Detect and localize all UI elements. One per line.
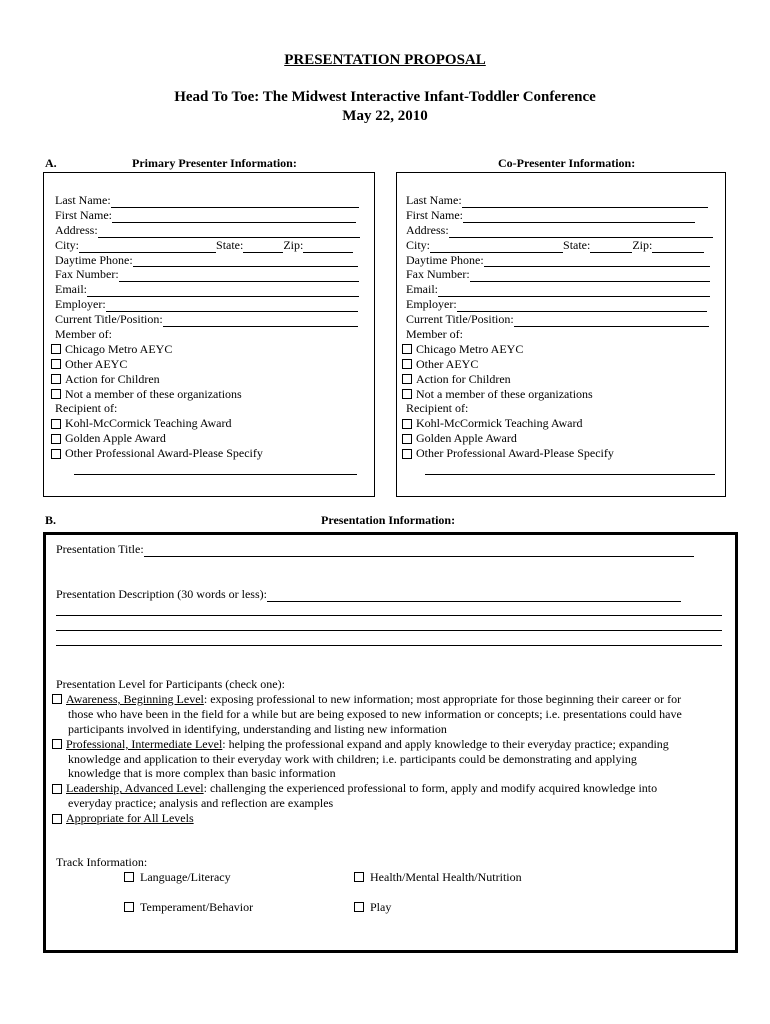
last-name-field[interactable] [111, 197, 359, 208]
level-description: knowledge and application to their everyday work with children; i.e. participants could be demonstrating and applying [68, 751, 637, 766]
award-option[interactable] [402, 416, 718, 431]
level-name: Awareness, Beginning Level [66, 692, 204, 706]
award-label: Golden Apple Award [65, 431, 166, 446]
level-name: Leadership, Advanced Level [66, 781, 204, 796]
membership-label: Chicago Metro AEYC [416, 341, 524, 356]
checkbox[interactable] [51, 449, 61, 459]
level-name: Professional, Intermediate Level [66, 736, 223, 751]
zip-field[interactable] [652, 242, 704, 253]
checkbox[interactable] [402, 359, 412, 369]
daytime-phone-label: Daytime Phone: [406, 252, 484, 267]
address-label: Address: [406, 222, 449, 237]
award-option[interactable] [51, 431, 367, 446]
checkbox[interactable] [354, 872, 364, 882]
state-label: State: [216, 237, 244, 252]
level-name: Appropriate for All Levels [66, 811, 194, 826]
level-prompt: Presentation Level for Participants (check one): [56, 677, 285, 691]
presentation-description-field[interactable] [267, 591, 681, 602]
conference-title [0, 88, 770, 126]
checkbox[interactable] [52, 814, 62, 824]
first-name-field[interactable] [112, 212, 356, 223]
other-award-specify-field[interactable] [425, 474, 715, 475]
presentation-info-header: Presentation Information: [321, 513, 456, 527]
membership-option[interactable] [51, 387, 367, 402]
email-field[interactable] [87, 286, 359, 297]
checkbox[interactable] [402, 344, 412, 354]
level-description: participants involved in identifying, understanding and listing new information [68, 721, 447, 736]
level-option-awareness[interactable] [52, 692, 732, 707]
track-name: Play [370, 900, 392, 914]
checkbox[interactable] [52, 739, 62, 749]
description-line[interactable] [56, 615, 722, 616]
zip-label: Zip: [632, 237, 653, 252]
checkbox[interactable] [52, 784, 62, 794]
award-option[interactable] [51, 416, 367, 431]
checkbox[interactable] [52, 694, 62, 704]
co-presenter-header: Co-Presenter Information: [498, 156, 636, 170]
level-option-all[interactable] [52, 811, 732, 826]
membership-label: Action for Children [416, 371, 511, 386]
presentation-title-label: Presentation Title: [56, 541, 144, 556]
document-title: PRESENTATION PROPOSAL [284, 52, 486, 68]
zip-label: Zip: [283, 237, 304, 252]
membership-label: Chicago Metro AEYC [65, 341, 173, 356]
title-position-field[interactable] [163, 316, 358, 327]
track-option-temperament[interactable] [124, 900, 253, 915]
section-b-letter: B. [45, 513, 57, 527]
level-option-leadership[interactable] [52, 781, 732, 796]
track-option-language[interactable] [124, 870, 231, 885]
state-field[interactable] [590, 242, 632, 253]
track-name: Language/Literacy [140, 870, 231, 884]
award-label: Golden Apple Award [416, 431, 517, 446]
membership-option[interactable] [402, 372, 718, 387]
co-presenter-form [406, 193, 718, 461]
award-option[interactable] [402, 446, 718, 461]
daytime-phone-field[interactable] [484, 256, 710, 267]
employer-field[interactable] [457, 301, 707, 312]
track-name: Temperament/Behavior [140, 900, 254, 914]
fax-number-label: Fax Number: [55, 267, 119, 282]
title-position-label: Current Title/Position: [406, 312, 514, 327]
membership-option[interactable] [402, 342, 718, 357]
membership-label: Action for Children [65, 371, 160, 386]
email-field[interactable] [438, 286, 710, 297]
presentation-description-row [56, 587, 681, 602]
checkbox[interactable] [402, 374, 412, 384]
track-name: Health/Mental Health/Nutrition [370, 870, 522, 884]
award-option[interactable] [402, 431, 718, 446]
employer-field[interactable] [106, 301, 358, 312]
checkbox[interactable] [402, 434, 412, 444]
level-description: those who have been in the field for a while but are being exposed to new information or concepts; i.e. presentations could have [68, 706, 682, 721]
award-option[interactable] [51, 446, 367, 461]
section-a-letter: A. [45, 156, 57, 170]
primary-presenter-header: Primary Presenter Information: [132, 156, 297, 170]
membership-option[interactable] [51, 357, 367, 372]
checkbox[interactable] [51, 389, 61, 399]
presentation-title-row [56, 542, 694, 557]
description-line[interactable] [56, 630, 722, 631]
address-field[interactable] [449, 227, 713, 238]
track-option-health[interactable] [354, 870, 522, 885]
level-description: everyday practice; analysis and reflection are examples [68, 796, 334, 811]
email-label: Email: [406, 282, 438, 297]
level-option-professional[interactable] [52, 737, 732, 752]
fax-number-field[interactable] [470, 271, 710, 282]
primary-presenter-form [55, 193, 367, 461]
city-field[interactable] [79, 242, 216, 253]
first-name-field[interactable] [463, 212, 695, 223]
city-label: City: [55, 237, 80, 252]
title-position-label: Current Title/Position: [55, 312, 163, 327]
zip-field[interactable] [303, 242, 353, 253]
first-name-label: First Name: [406, 207, 463, 222]
level-description: : exposing professional to new information; most appropriate for those beginning their career or for [203, 692, 682, 706]
other-award-specify-field[interactable] [74, 474, 357, 475]
city-field[interactable] [430, 242, 563, 253]
daytime-phone-field[interactable] [133, 256, 358, 267]
conference-name: Head To Toe: The Midwest Interactive Infant-Toddler Conference [174, 89, 596, 105]
checkbox[interactable] [51, 359, 61, 369]
checkbox[interactable] [51, 419, 61, 429]
checkbox[interactable] [402, 389, 412, 399]
level-description: : helping the professional expand and apply knowledge to their everyday practice; expanding [222, 736, 669, 751]
track-label: Track Information: [56, 855, 148, 869]
member-of-label: Member of: [55, 327, 112, 341]
last-name-field[interactable] [462, 197, 708, 208]
track-option-play[interactable] [354, 900, 391, 915]
daytime-phone-label: Daytime Phone: [55, 252, 133, 267]
checkbox[interactable] [51, 374, 61, 384]
checkbox[interactable] [354, 902, 364, 912]
presentation-levels [52, 692, 732, 826]
address-label: Address: [55, 222, 98, 237]
title-position-field[interactable] [514, 316, 709, 327]
award-label: Other Professional Award-Please Specify [65, 446, 263, 461]
employer-label: Employer: [55, 297, 106, 312]
address-field[interactable] [98, 227, 360, 238]
employer-label: Employer: [406, 297, 457, 312]
conference-date: May 22, 2010 [342, 108, 428, 124]
presentation-title-field[interactable] [144, 546, 694, 557]
checkbox[interactable] [402, 419, 412, 429]
checkbox[interactable] [51, 434, 61, 444]
membership-option[interactable] [51, 342, 367, 357]
fax-number-field[interactable] [119, 271, 359, 282]
level-description: : challenging the experienced professional to form, apply and modify acquired knowledge into [203, 781, 658, 796]
checkbox[interactable] [124, 872, 134, 882]
membership-label: Other AEYC [65, 356, 128, 371]
checkbox[interactable] [124, 902, 134, 912]
level-description: knowledge that is more complex than basic information [68, 766, 336, 781]
membership-label: Not a member of these organizations [65, 386, 242, 401]
checkbox[interactable] [402, 449, 412, 459]
membership-option[interactable] [402, 357, 718, 372]
award-label: Other Professional Award-Please Specify [416, 446, 614, 461]
member-of-label: Member of: [406, 327, 463, 341]
recipient-of-label: Recipient of: [55, 401, 118, 416]
membership-option[interactable] [402, 387, 718, 402]
first-name-label: First Name: [55, 207, 112, 222]
award-label: Kohl-McCormick Teaching Award [416, 416, 583, 431]
checkbox[interactable] [51, 344, 61, 354]
state-label: State: [563, 237, 591, 252]
award-label: Kohl-McCormick Teaching Award [65, 416, 232, 431]
membership-label: Other AEYC [416, 356, 479, 371]
email-label: Email: [55, 282, 87, 297]
membership-option[interactable] [51, 372, 367, 387]
state-field[interactable] [243, 242, 283, 253]
presentation-description-label: Presentation Description (30 words or less): [56, 586, 267, 601]
city-label: City: [406, 237, 431, 252]
membership-label: Not a member of these organizations [416, 386, 593, 401]
last-name-label: Last Name: [406, 192, 462, 207]
fax-number-label: Fax Number: [406, 267, 470, 282]
last-name-label: Last Name: [55, 192, 111, 207]
recipient-of-label: Recipient of: [406, 401, 469, 416]
description-line[interactable] [56, 645, 722, 646]
